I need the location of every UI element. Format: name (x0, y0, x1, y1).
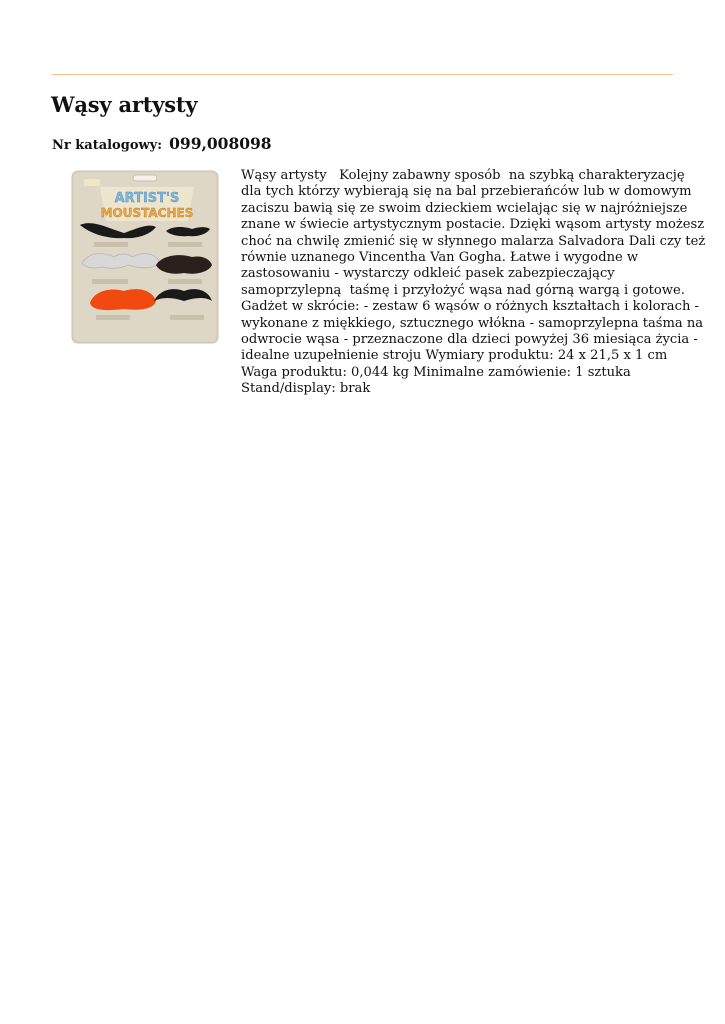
description-line: wykonane z miękkiego, sztucznego włókna - samoprzylepna taśma na (241, 315, 704, 331)
description-line: Wąsy artysty Kolejny zabawny sposób na szybką charakteryzację (241, 168, 685, 183)
description-line: równie uznanego Vincentha Van Gogha. Łatwe i wygodne w (241, 250, 639, 266)
product-description (241, 168, 706, 398)
product-title: Wąsy artysty (51, 92, 198, 117)
catalog-number-row (52, 134, 272, 153)
header-divider (52, 74, 673, 75)
catalog-number: 099,008098 (169, 134, 272, 153)
package-title-line1: ARTIST'S (114, 191, 180, 206)
description-line: znane w świecie artystycznym postacie. Dzięki wąsom artysty możesz (241, 217, 705, 233)
description-line: zastosowaniu - wystarczy odkleić pasek zabezpieczający (241, 266, 615, 282)
product-image (70, 169, 220, 347)
description-line: samoprzylepną taśmę i przyłożyć wąsa nad górną wargą i gotowe. (241, 282, 685, 298)
description-line: dla tych którzy wybierają się na bal przebierańców lub w domowym (241, 184, 692, 200)
description-line: odwrocie wąsa - przeznaczone dla dzieci powyżej 36 miesiąca życia - (241, 332, 698, 348)
description-line: Gadżet w skrócie: - zestaw 6 wąsów o różnych kształtach i kolorach - (241, 299, 699, 315)
catalog-label: Nr katalogowy: (52, 138, 163, 153)
description-line: choć na chwilę zmienić się w słynnego malarza Salvadora Dali czy też (241, 233, 706, 249)
package-title-line2: MOUSTACHES (100, 206, 194, 220)
description-line: Waga produktu: 0,044 kg Minimalne zamówienie: 1 sztuka (241, 364, 631, 380)
description-line: idealne uzupełnienie stroju Wymiary produktu: 24 x 21,5 x 1 cm (241, 348, 668, 364)
description-line: zaciszu bawią się ze swoim dzieckiem wcielając się w najróżniejsze (241, 200, 688, 216)
description-line: Stand/display: brak (241, 381, 371, 397)
moustache-grey (82, 254, 160, 269)
